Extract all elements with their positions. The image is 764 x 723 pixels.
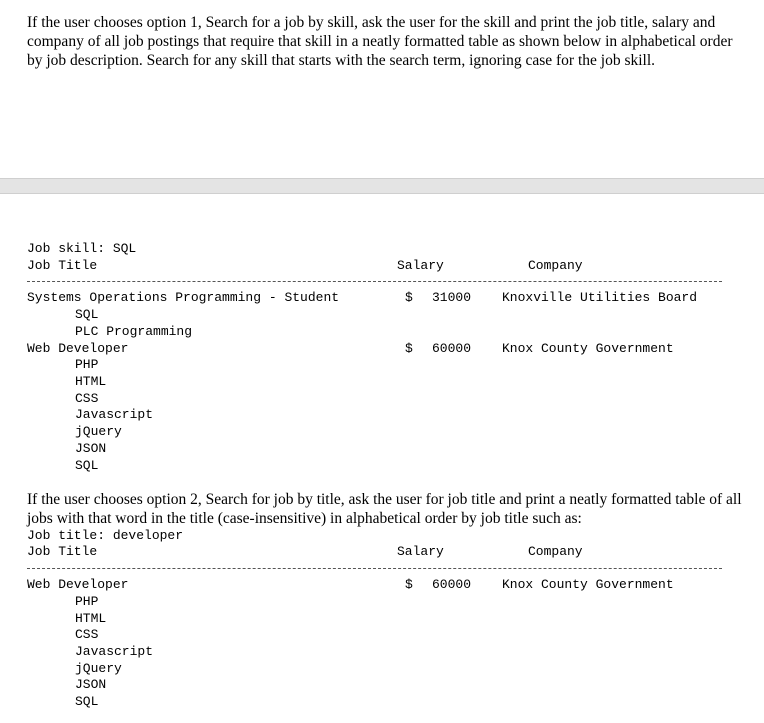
skill-item: SQL <box>75 458 99 473</box>
job-title: Web Developer <box>27 341 129 356</box>
header-salary: Salary <box>397 544 444 559</box>
skill-item: HTML <box>75 611 107 626</box>
skill-item: CSS <box>75 627 99 642</box>
skill-item: JSON <box>75 677 107 692</box>
header-salary: Salary <box>397 258 444 273</box>
header-job-title: Job Title <box>27 544 98 559</box>
currency-symbol: $ <box>405 577 413 592</box>
skill-item: jQuery <box>75 424 122 439</box>
salary-value: 31000 <box>432 290 472 305</box>
header-rule <box>27 568 722 569</box>
skill-item: PHP <box>75 594 99 609</box>
skill-item: jQuery <box>75 661 122 676</box>
header-job-title: Job Title <box>27 258 98 273</box>
salary-value: 60000 <box>432 341 472 356</box>
currency-symbol: $ <box>405 341 413 356</box>
skill-item: PLC Programming <box>75 324 193 339</box>
company-name: Knoxville Utilities Board <box>502 290 698 305</box>
skill-item: CSS <box>75 391 99 406</box>
title-prompt: Job title: developer <box>27 528 184 543</box>
skill-item: SQL <box>75 694 99 709</box>
intro-paragraph: If the user chooses option 1, Search for a job by skill, ask the user for the skill and print the job title, salary and company of all job postings that require that skill in a neatly formatted table as shown below in alphabetical order by job description. Search for any skill that starts with the search term, ignoring case for the job skill. <box>27 14 733 69</box>
skill-item: Javascript <box>75 407 154 422</box>
company-name: Knox County Government <box>502 577 674 592</box>
job-title: Systems Operations Programming - Student <box>27 290 340 305</box>
header-rule <box>27 281 722 282</box>
skill-item: Javascript <box>75 644 154 659</box>
skill-prompt: Job skill: SQL <box>27 241 137 256</box>
job-title: Web Developer <box>27 577 129 592</box>
header-company: Company <box>528 544 583 559</box>
skill-item: JSON <box>75 441 107 456</box>
skill-item: HTML <box>75 374 107 389</box>
option2-paragraph: If the user chooses option 2, Search for job by title, ask the user for job title and print a neatly formatted table of all jobs with that word in the title (case-insensitive) in alphabetical order by job title such as: <box>27 491 742 527</box>
skill-item: SQL <box>75 307 99 322</box>
skill-item: PHP <box>75 357 99 372</box>
currency-symbol: $ <box>405 290 413 305</box>
salary-value: 60000 <box>432 577 472 592</box>
section-divider <box>0 178 764 194</box>
header-company: Company <box>528 258 583 273</box>
company-name: Knox County Government <box>502 341 674 356</box>
